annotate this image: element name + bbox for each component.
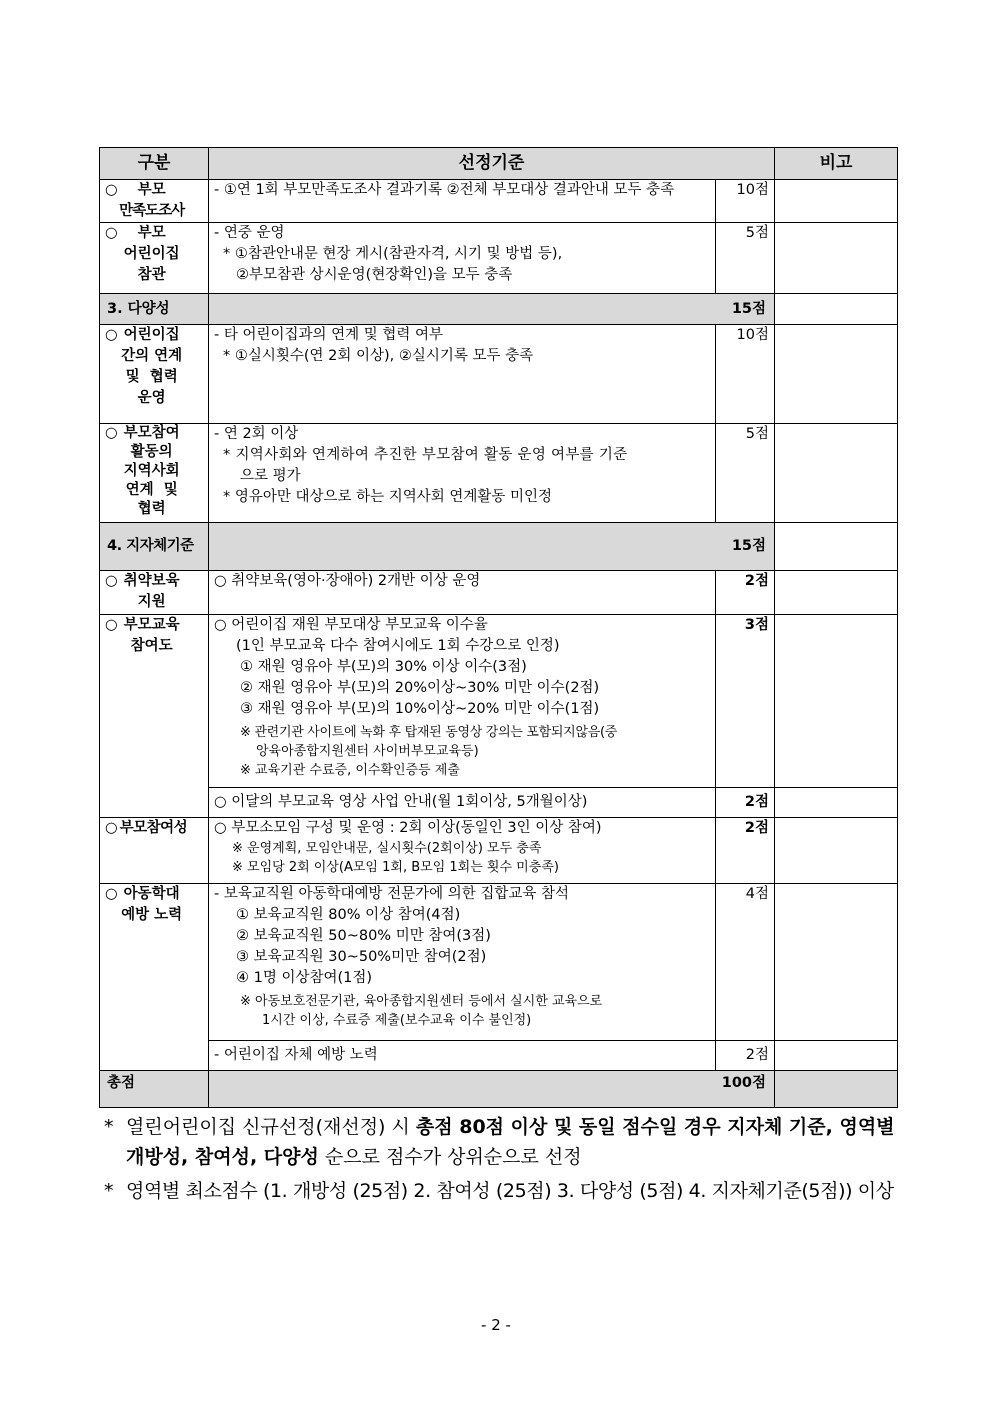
section-title: 4. 지자체기준	[100, 523, 209, 571]
note-cell	[775, 788, 898, 818]
circle-bullet: ○	[105, 425, 118, 441]
table-row	[100, 223, 898, 294]
criteria-cell: - 어린이집 자체 예방 노력	[209, 1041, 716, 1071]
points-cell: 3점	[716, 615, 775, 788]
section-points: 15점	[209, 523, 775, 571]
circle-bullet: ○	[105, 327, 118, 343]
circle-bullet: ○	[105, 886, 118, 902]
note-cell	[775, 884, 898, 1041]
circle-bullet: ○	[105, 182, 118, 198]
note-cell	[775, 523, 898, 571]
criteria-cell: - ①연 1회 부모만족도조사 결과기록 ②전체 부모대상 결과안내 모두 충족	[209, 180, 716, 223]
table-row	[100, 1041, 898, 1071]
footnote-selection-rule: * 열린어린이집 신규선정(재선정) 시 총점 80점 이상 및 동일 점수일 경우 지자체 기준, 영역별 개방성, 참여성, 다양성 순으로 점수가 상위순으로 선정	[104, 1112, 904, 1172]
points-cell: 5점	[716, 223, 775, 294]
category-cell: ○ 부모 어린이집 참관	[100, 223, 209, 294]
table-row	[100, 571, 898, 615]
points-cell: 2점	[716, 788, 775, 818]
criteria-cell: ○ 어린이집 재원 부모대상 부모교육 이수율 (1인 부모교육 다수 참여시에도 1회 수강으로 인정) ① 재원 영유아 부(모)의 30% 이상 이수(3점) ② 재원 영유아 부(모)의 20%이상~30% 미만 이수(2점) ③ 재원 영유아 부(모)의 10%이상~20% 미만 이수(1점) ※ 관련기관 사이트에 녹화 후 탑재된 동영상 강의는 포함되지않음(중 앙육아종합지원센터 사이버부모교육등) ※ 교육기관 수료증, 이수확인증등 제출	[209, 615, 716, 788]
table-row	[100, 615, 898, 788]
table-row	[100, 325, 898, 424]
criteria-cell: ○ 이달의 부모교육 영상 사업 안내(월 1회이상, 5개월이상)	[209, 788, 716, 818]
points-cell: 10점	[716, 180, 775, 223]
points-cell: 10점	[716, 325, 775, 424]
footnote-minimum-score: * 영역별 최소점수 (1. 개방성 (25점) 2. 참여성 (25점) 3. 다양성 (5점) 4. 지자체기준(5점)) 이상	[104, 1176, 904, 1206]
section-row	[100, 523, 898, 571]
category-cell: ○ 어린이집 간의 연계 및 협력 운영	[100, 325, 209, 424]
asterisk: *	[104, 1180, 114, 1202]
note-cell	[775, 1071, 898, 1108]
points-cell: 5점	[716, 424, 775, 523]
note-cell	[775, 818, 898, 884]
criteria-cell: ○ 취약보육(영아·장애아) 2개반 이상 운영	[209, 571, 716, 615]
criteria-cell: ○ 부모소모임 구성 및 운영 : 2회 이상(동일인 3인 이상 참여) ※ 운영계획, 모임안내문, 실시횟수(2회이상) 모두 충족 ※ 모임당 2회 이상(A모임 1회, B모임 1회는 횟수 미충족)	[209, 818, 716, 884]
criteria-cell: - 보육교직원 아동학대예방 전문가에 의한 집합교육 참석 ① 보육교직원 80% 이상 참여(4점) ② 보육교직원 50~80% 미만 참여(3점) ③ 보육교직원 30~50%미만 참여(2점) ④ 1명 이상참여(1점) ※ 아동보호전문기관, 육아종합지원센터 등에서 실시한 교육으로 1시간 이상, 수료증 제출(보수교육 이수 불인정)	[209, 884, 716, 1041]
points-cell: 2점	[716, 1041, 775, 1071]
circle-bullet: ○	[105, 820, 118, 836]
note-cell	[775, 1041, 898, 1071]
note-cell	[775, 223, 898, 294]
category-cell: ○ 취약보육 지원	[100, 571, 209, 615]
table-row	[100, 424, 898, 523]
points-cell: 2점	[716, 818, 775, 884]
category-cell: ○ 부모교육 참여도	[100, 615, 209, 818]
circle-bullet: ○	[105, 617, 118, 633]
category-cell: ○ 아동학대 예방 노력	[100, 884, 209, 1071]
note-cell	[775, 615, 898, 788]
table-row	[100, 818, 898, 884]
table-row	[100, 788, 898, 818]
selection-criteria-table	[99, 147, 898, 1108]
asterisk: *	[104, 1116, 114, 1138]
page-number: - 2 -	[481, 1316, 511, 1334]
criteria-cell: - 타 어린이집과의 연계 및 협력 여부 * ①실시횟수(연 2회 이상), ②실시기록 모두 충족	[209, 325, 716, 424]
total-row	[100, 1071, 898, 1108]
note-cell	[775, 571, 898, 615]
points-cell: 4점	[716, 884, 775, 1041]
header-category: 구분	[100, 148, 209, 180]
total-points: 100점	[209, 1071, 775, 1108]
section-title: 3. 다양성	[100, 294, 209, 325]
section-points: 15점	[209, 294, 775, 325]
table-row	[100, 180, 898, 223]
category-cell: ○ 부모참여 활동의 지역사회 연계 및 협력	[100, 424, 209, 523]
table-row	[100, 884, 898, 1041]
category-cell: ○ 부모 만족도조사	[100, 180, 209, 223]
table-header-row	[100, 148, 898, 180]
points-cell: 2점	[716, 571, 775, 615]
note-cell	[775, 294, 898, 325]
note-cell	[775, 424, 898, 523]
total-label: 총점	[100, 1071, 209, 1108]
criteria-cell: - 연 2회 이상 * 지역사회와 연계하여 추진한 부모참여 활동 운영 여부를 기준 으로 평가 * 영유아만 대상으로 하는 지역사회 연계활동 미인정	[209, 424, 716, 523]
section-row	[100, 294, 898, 325]
circle-bullet: ○	[105, 573, 118, 589]
category-cell: ○ 부모참여성	[100, 818, 209, 884]
footnotes	[104, 1112, 904, 1210]
circle-bullet: ○	[105, 225, 118, 241]
header-note: 비고	[775, 148, 898, 180]
criteria-cell: - 연중 운영 * ①참관안내문 현장 게시(참관자격, 시기 및 방법 등), ②부모참관 상시운영(현장확인)을 모두 충족	[209, 223, 716, 294]
note-cell	[775, 180, 898, 223]
note-cell	[775, 325, 898, 424]
header-criteria: 선정기준	[209, 148, 775, 180]
